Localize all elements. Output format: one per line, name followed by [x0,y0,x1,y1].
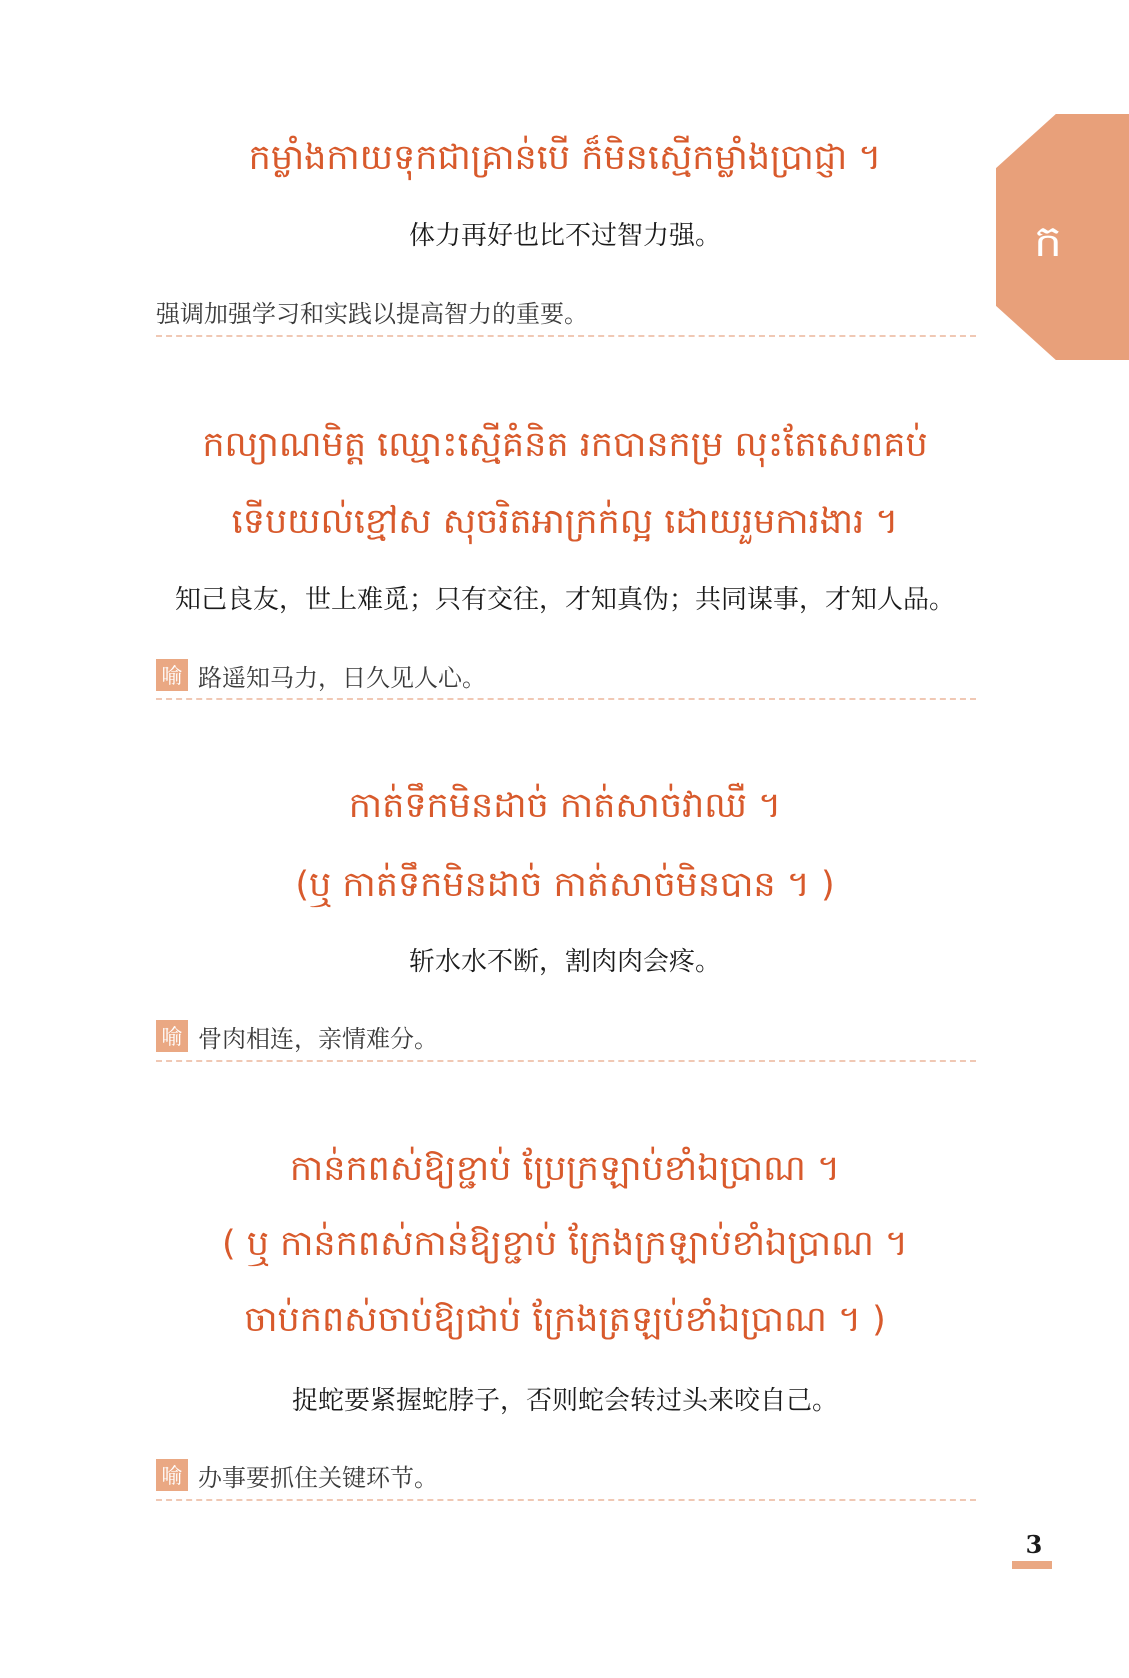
entry-divider [156,698,976,700]
metaphor-badge: 喻 [156,659,188,691]
khmer-proverb-line: កាន់កពស់ឱ្យខ្ជាប់ ប្រែក្រឡាប់ខាំឯប្រាណ ។ [289,1149,841,1189]
metaphor-badge: 喻 [156,1020,188,1052]
entry-divider [156,335,976,337]
chinese-translation: 体力再好也比不过智力强。 [408,221,721,251]
note-text: 办事要抓住关键环节。 [198,1463,438,1492]
chinese-translation: 知己良友，世上难觅；只有交往，才知真伪；共同谋事，才知人品。 [174,585,955,615]
page-number-bar [1012,1561,1052,1569]
khmer-proverb-line: កល្យាណមិត្ត ឈ្មោះស្មើគំនិត រកបានកម្រ លុះតែសេពគប់ [202,425,928,465]
khmer-proverb-line: ចាប់កពស់ចាប់ឱ្យជាប់ ក្រែងត្រឡប់ខាំឯប្រាណ ។ ) [244,1300,886,1340]
page-number: 3 [1025,1530,1043,1559]
note-text: 强调加强学习和实践以提高智力的重要。 [156,299,588,328]
khmer-proverb-line: កម្លាំងកាយទុកជាគ្រាន់បើ ក៏មិនស្មើកម្លាំងប្រាជ្ញា ។ [248,138,882,178]
proverb-note [156,1455,976,1495]
khmer-proverb-line: (ឬ កាត់ទឹកមិនដាច់ កាត់សាច់មិនបាន ។ ) [295,865,835,905]
note-text: 路遥知马力，日久见人心。 [198,663,486,692]
proverb-note [156,1016,976,1056]
metaphor-badge: 喻 [156,1459,188,1491]
entry-divider [156,1060,976,1062]
khmer-proverb-line: ទើបយល់ខ្មៅស សុចរិតអាក្រក់ល្អ ដោយរួមការងារ ។ [231,502,899,542]
entry-divider [156,1499,976,1501]
khmer-proverb-line: កាត់ទឹកមិនដាច់ កាត់សាច់វាឈឺ ។ [348,786,782,826]
chinese-translation: 捉蛇要紧握蛇脖子，否则蛇会转过头来咬自己。 [291,1386,838,1416]
khmer-proverb-line: ( ឬ កាន់កពស់កាន់ឱ្យខ្ជាប់ ក្រែងក្រឡាប់ខាំឯប្រាណ ។ [221,1224,909,1264]
proverb-note [156,291,976,331]
chinese-translation: 斩水水不断，割肉肉会疼。 [408,947,721,977]
section-letter: ក [1034,216,1062,267]
note-text: 骨肉相连，亲情难分。 [198,1024,438,1053]
proverb-note [156,655,976,695]
